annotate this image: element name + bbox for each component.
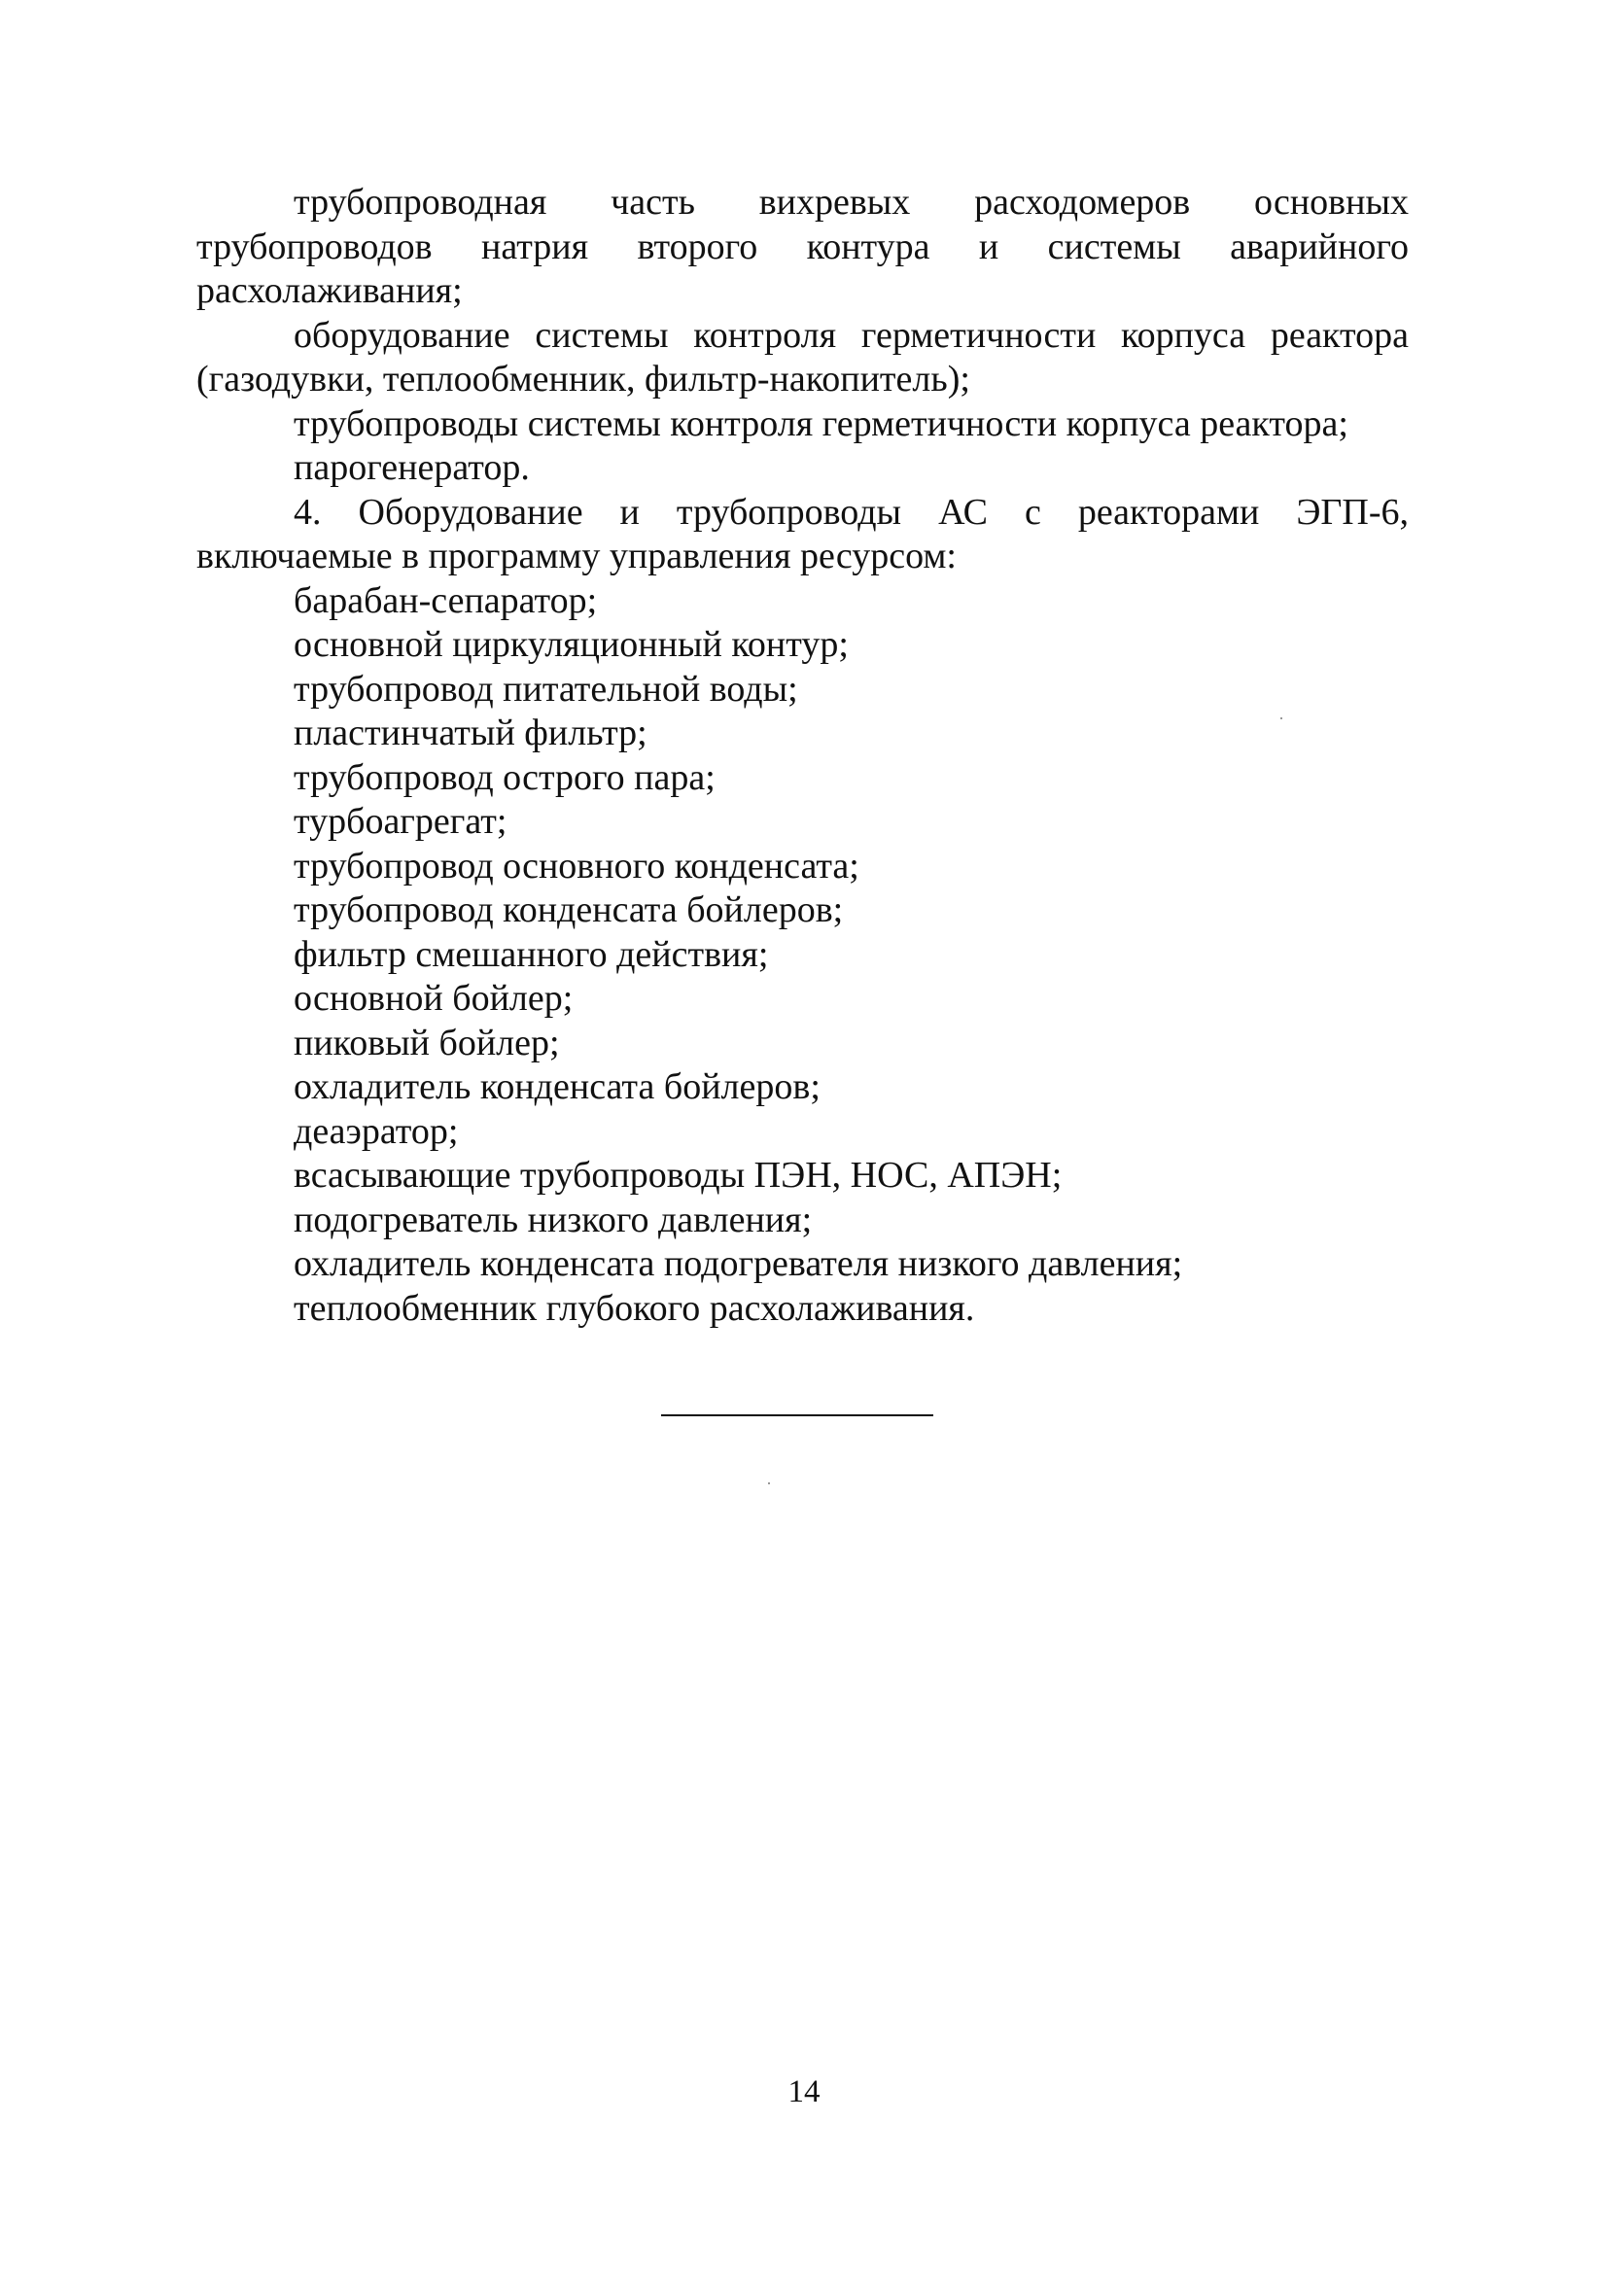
list-item: трубопровод основного конденсата; <box>294 845 859 887</box>
paragraph-vortex-flowmeters: трубопроводная часть вихревых расходомеров основных трубопроводов натрия второго контура и системы аварийного расхолаживания; <box>196 182 1409 311</box>
list-item: охладитель конденсата бойлеров; <box>294 1066 821 1107</box>
list-item: турбоагрегат; <box>294 801 507 842</box>
page-body-text <box>196 181 1409 1331</box>
list-item: всасывающие трубопроводы ПЭН, НОС, АПЭН; <box>294 1155 1063 1196</box>
list-item: деаэратор; <box>294 1110 459 1152</box>
list-item: подогреватель низкого давления; <box>294 1199 813 1240</box>
list-item: пиковый бойлер; <box>294 1022 560 1063</box>
list-item: пластинчатый фильтр; <box>294 713 647 753</box>
line-steam-generator: парогенератор. <box>294 447 530 488</box>
list-item: фильтр смешанного действия; <box>294 933 769 975</box>
page-number: 14 <box>787 2074 821 2109</box>
list-item: трубопровод острого пара; <box>294 756 716 798</box>
list-item: барабан-сепаратор; <box>294 579 598 621</box>
end-separator-line <box>661 1414 933 1416</box>
list-item: трубопровод конденсата бойлеров; <box>294 889 844 930</box>
list-item: основной бойлер; <box>294 978 574 1019</box>
list-item: трубопровод питательной воды; <box>294 668 798 710</box>
scan-speck <box>768 1482 770 1484</box>
scan-speck <box>1280 717 1282 719</box>
list-item: охладитель конденсата подогревателя низкого давления; <box>294 1243 1183 1284</box>
list-item: основной циркуляционный контур; <box>294 624 849 665</box>
equipment-list <box>196 579 1409 1332</box>
section-4-heading: 4. Оборудование и трубопроводы АС с реакторами ЭГП-6, включаемые в программу управления ресурсом: <box>196 491 1409 576</box>
paragraph-leak-control-equipment: оборудование системы контроля герметичности корпуса реактора (газодувки, теплообменник, фильтр-накопитель); <box>196 314 1409 400</box>
line-leak-control-pipelines: трубопроводы системы контроля герметичности корпуса реактора; <box>294 402 1348 444</box>
list-item: теплообменник глубокого расхолаживания. <box>294 1287 975 1329</box>
